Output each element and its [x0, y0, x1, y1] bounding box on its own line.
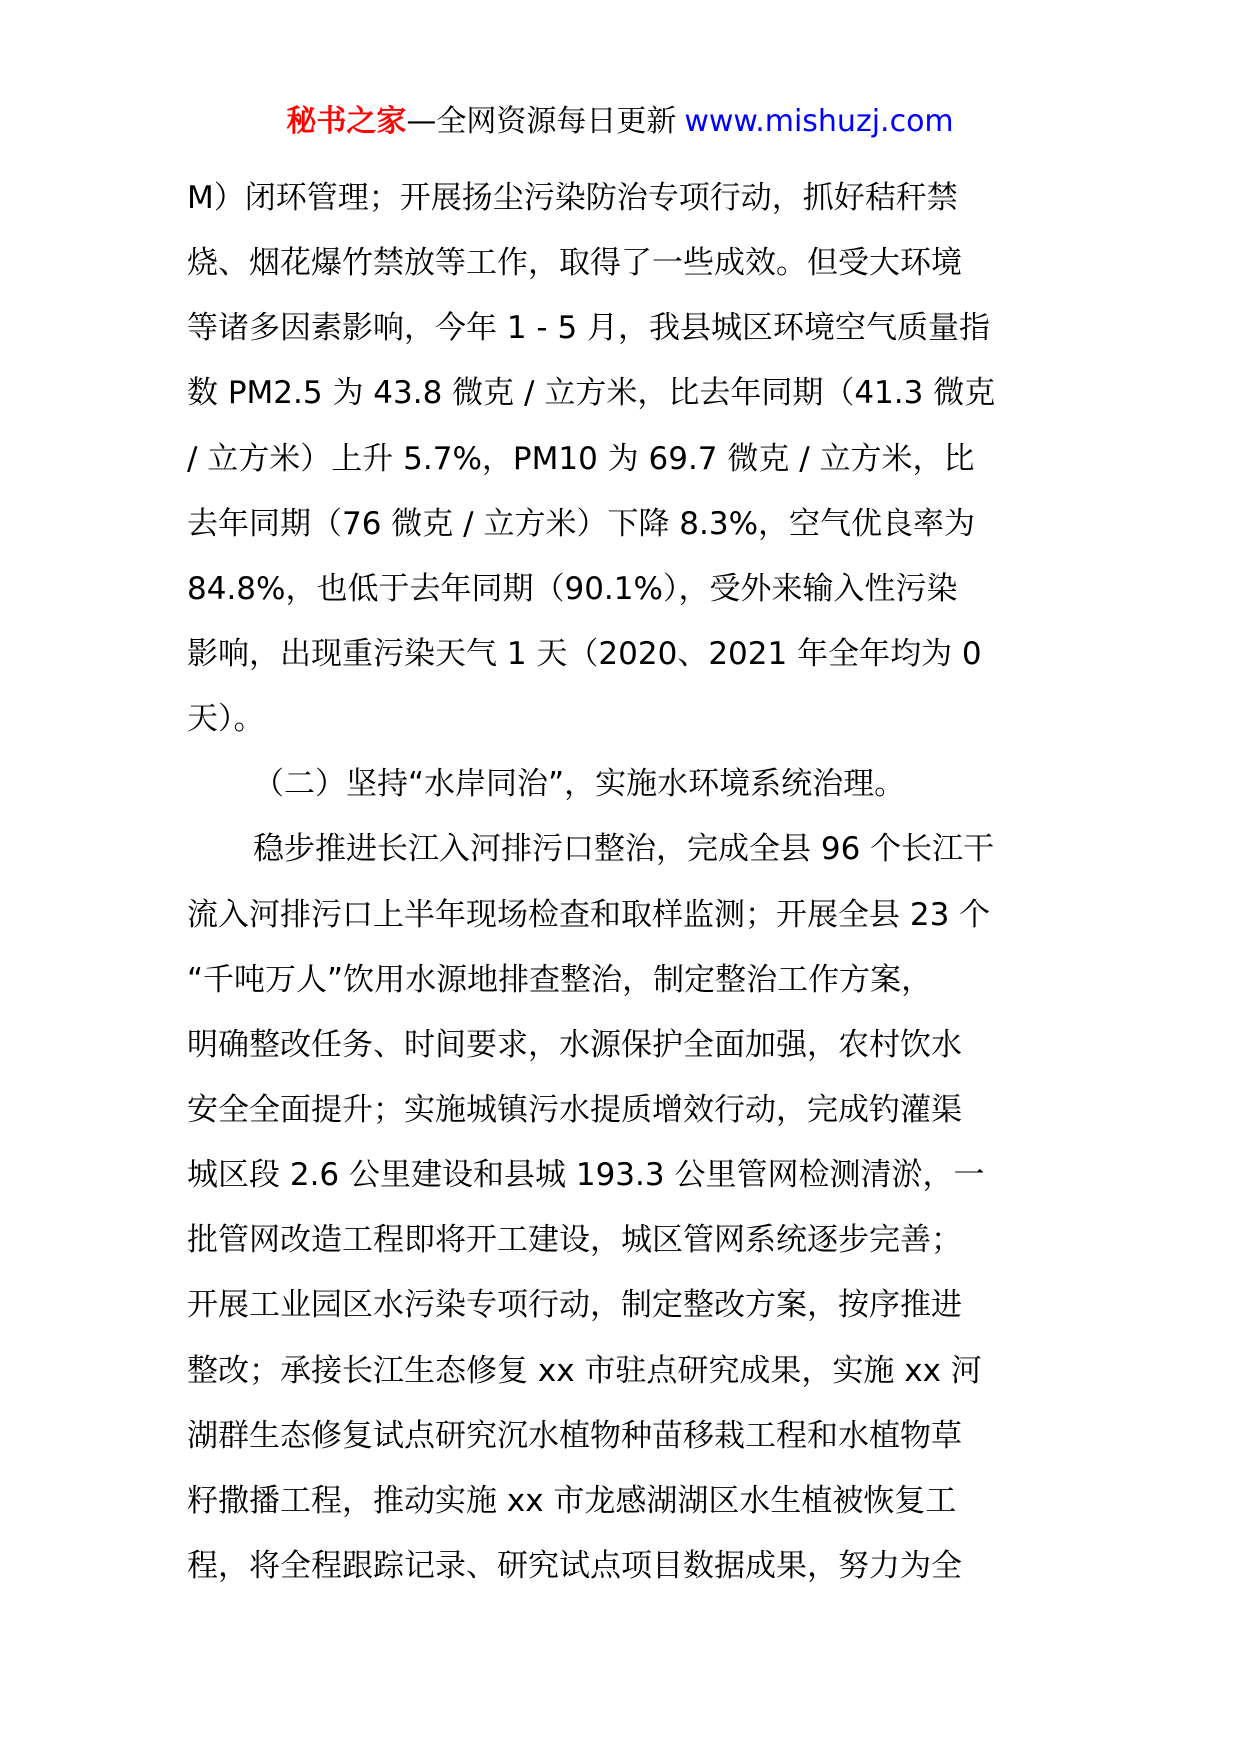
text-line: 程，将全程跟踪记录、研究试点项目数据成果，努力为全 [187, 1547, 962, 1584]
text-line: 稳步推进长江入河排污口整治，完成全县 96 个长江干 [253, 831, 995, 868]
text-line: 去年同期（76 微克 / 立方米）下降 8.3%，空气优良率为 [187, 505, 976, 542]
brand-name: 秘书之家 [286, 104, 407, 139]
text-line: 烧、烟花爆竹禁放等工作，取得了一些成效。但受大环境 [187, 245, 962, 282]
text-line: “千吨万人”饮用水源地排查整治，制定整治工作方案， [187, 961, 933, 998]
text-line: 天）。 [187, 701, 265, 738]
text-line: 城区段 2.6 公里建设和县城 193.3 公里管网检测清淤，一 [187, 1157, 985, 1194]
text-line: 等诸多因素影响，今年 1 - 5 月，我县城区环境空气质量指 [187, 310, 991, 347]
text-line: 开展工业园区水污染专项行动，制定整改方案，按序推进 [187, 1287, 962, 1324]
text-line: 整改；承接长江生态修复 xx 市驻点研究成果，实施 xx 河 [187, 1352, 982, 1389]
text-line: 批管网改造工程即将开工建设，城区管网系统逐步完善； [187, 1222, 962, 1259]
text-line: 安全全面提升；实施城镇污水提质增效行动，完成钓灌渠 [187, 1091, 962, 1128]
text-line: M）闭环管理；开展扬尘污染防治专项行动，抓好秸秆禁 [187, 180, 958, 216]
text-line: （二）坚持“水岸同治”，实施水环境系统治理。 [253, 766, 906, 803]
text-line: 流入河排污口上半年现场检查和取样监测；开展全县 23 个 [187, 896, 991, 933]
text-line: 84.8%，也低于去年同期（90.1%），受外来输入性污染 [187, 570, 958, 607]
page-header [0, 100, 1240, 144]
text-line: 籽撒播工程，推动实施 xx 市龙感湖湖区水生植被恢复工 [187, 1482, 957, 1519]
header-tagline: —全网资源每日更新 [406, 104, 677, 139]
text-line: 湖群生态修复试点研究沉水植物种苗移栽工程和水植物草 [187, 1417, 962, 1454]
text-line: / 立方米）上升 5.7%，PM10 为 69.7 微克 / 立方米，比 [187, 440, 975, 477]
site-url[interactable]: www.mishuzj.com [684, 104, 954, 139]
text-line: 明确整改任务、时间要求，水源保护全面加强，农村饮水 [187, 1026, 962, 1063]
document-body [187, 166, 1057, 1599]
text-line: 数 PM2.5 为 43.8 微克 / 立方米，比去年同期（41.3 微克 [187, 375, 996, 412]
text-line: 影响，出现重污染天气 1 天（2020、2021 年全年均为 0 [187, 635, 982, 672]
